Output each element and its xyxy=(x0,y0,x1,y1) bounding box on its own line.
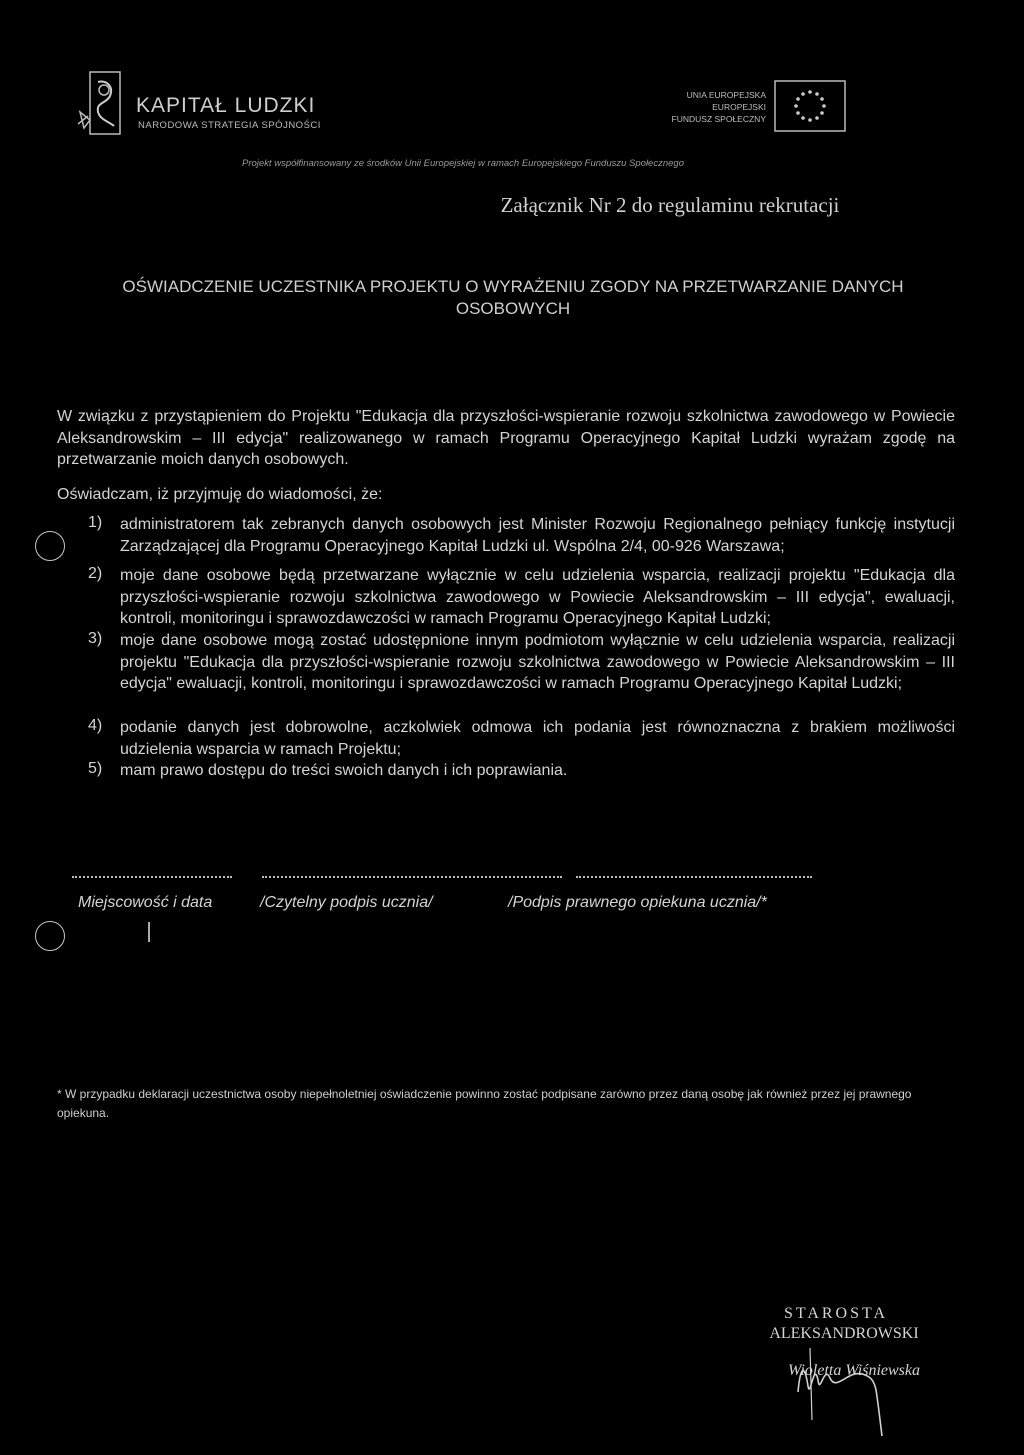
list-item-number: 3) xyxy=(88,630,103,647)
list-item-number: 4) xyxy=(88,717,103,734)
eu-label-line: UNIA EUROPEJSKA xyxy=(686,90,766,100)
declaration-lead: Oświadczam, iż przyjmuję do wiadomości, że: xyxy=(57,486,383,503)
place-date-label: Miejscowość i data xyxy=(78,894,213,911)
list-item-text: podanie danych jest dobrowolne, aczkolwiek odmowa ich podania jest równoznaczna z brakiem możliwości udzielenia wsparcia w ramach Projektu; xyxy=(120,719,955,758)
list-item-text: moje dane osobowe mogą zostać udostępnione innym podmiotom wyłącznie w celu udzielenia wsparcia, realizacji projektu "Edukacja dla przyszłości-wspieranie rozwoju szkolnictwa zawodowego w Powiecie Aleksandrowskim – III edycja" ewaluacji, kontroli, monitoringu i sprawozdawczości w ramach Programu Operacyjnego Kapitał Ludzki; xyxy=(120,632,955,692)
kapital-ludzki-logo-icon xyxy=(76,68,126,138)
signature-line-student xyxy=(262,876,562,878)
signature-line-place-date xyxy=(72,876,232,878)
document-title xyxy=(90,276,936,320)
logo-subtitle: NARODOWA STRATEGIA SPÓJNOŚCI xyxy=(138,120,321,131)
student-signature-label: /Czytelny podpis ucznia/ xyxy=(260,894,433,911)
guardian-signature-label: /Podpis prawnego opiekuna ucznia/* xyxy=(508,894,767,911)
document-title-line: OŚWIADCZENIE UCZESTNIKA PROJEKTU O WYRAŻENIU ZGODY NA PRZETWARZANIE DANYCH xyxy=(122,277,904,296)
list-item-text: moje dane osobowe będą przetwarzane wyłącznie w celu udzielenia wsparcia, realizacji projektu "Edukacja dla przyszłości-wspieranie rozwoju szkolnictwa zawodowego w Powiecie Aleksandrowskim – III edycja", ewaluacji, kontroli, monitoringu i sprawozdawczości w ramach Programu Operacyjnego Kapitał Ludzki; xyxy=(120,567,955,627)
pen-mark xyxy=(148,922,150,942)
logo-title: KAPITAŁ LUDZKI xyxy=(136,94,316,117)
stamp-office: ALEKSANDROWSKI xyxy=(769,1325,919,1342)
punch-hole-icon xyxy=(35,531,65,561)
stamp-name: Wioletta Wiśniewska xyxy=(788,1362,920,1379)
punch-hole-icon xyxy=(35,921,65,951)
annex-title: Załącznik Nr 2 do regulaminu rekrutacji xyxy=(500,193,840,217)
eu-label-line: FUNDUSZ SPOŁECZNY xyxy=(671,114,766,124)
list-item-text: mam prawo dostępu do treści swoich danych i ich poprawiania. xyxy=(120,762,568,779)
intro-paragraph: W związku z przystąpieniem do Projektu "Edukacja dla przyszłości-wspieranie rozwoju szkolnictwa zawodowego w Powiecie Aleksandrowskim – III edycja" realizowanego w ramach Programu Operacyjnego Kapitał Ludzki wyrażam zgodę na przetwarzanie moich danych osobowych. xyxy=(57,408,955,468)
signature-line-guardian xyxy=(576,876,812,878)
handwritten-signature-icon xyxy=(790,1340,910,1440)
eu-flag-icon xyxy=(774,80,846,132)
document-title-line: OSOBOWYCH xyxy=(455,299,571,318)
eu-label-line: EUROPEJSKI xyxy=(712,102,766,112)
list-item-text: administratorem tak zebranych danych osobowych jest Minister Rozwoju Regionalnego pełniący funkcję instytucji Zarządzającej dla Programu Operacyjnego Kapitał Ludzki ul. Wspólna 2/4, 00-926 Warszawa; xyxy=(120,516,955,555)
cofinancing-note: Projekt współfinansowany ze środków Unii Europejskiej w ramach Europejskiego Funduszu Społecznego xyxy=(242,158,684,169)
eu-label xyxy=(660,89,766,125)
footnote: * W przypadku deklaracji uczestnictwa osoby niepełnoletniej oświadczenie powinno zostać podpisane zarówno przez daną osobę jak również przez jej prawnego opiekuna. xyxy=(57,1087,912,1120)
list-item-number: 5) xyxy=(88,760,103,777)
list-item-number: 1) xyxy=(88,514,103,531)
list-item-number: 2) xyxy=(88,565,103,582)
stamp-title: STAROSTA xyxy=(783,1305,889,1322)
